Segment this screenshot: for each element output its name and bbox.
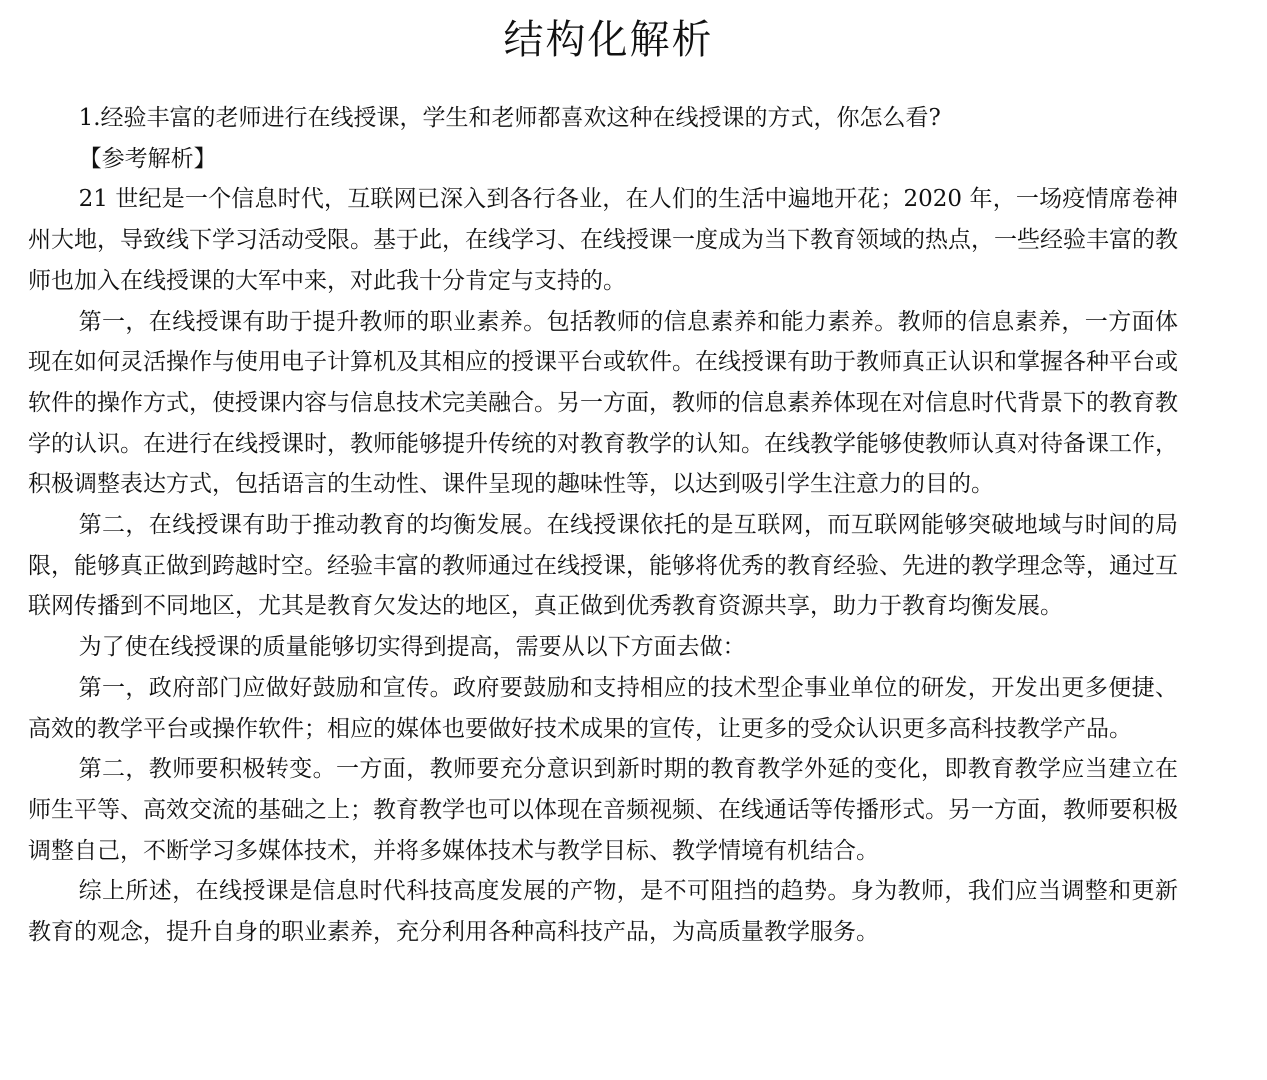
paragraph-measures-intro: 为了使在线授课的质量能够切实得到提高，需要从以下方面去做： [78, 634, 746, 661]
answer-label: 【参考解析】 [78, 145, 217, 172]
page-title: 结构化解析 [503, 17, 714, 63]
document-body [28, 98, 1178, 953]
paragraph-measure-1: 第一，政府部门应做好鼓励和宣传。政府要鼓励和支持相应的技术型企事业单位的研发，开发出更多便捷、高效的教学平台或操作软件；相应的媒体也要做好技术成果的宣传，让更多的受众认识更多高科技教学产品。 [28, 674, 1178, 742]
paragraph-point-2: 第二，在线授课有助于推动教育的均衡发展。在线授课依托的是互联网，而互联网能够突破地域与时间的局限，能够真正做到跨越时空。经验丰富的教师通过在线授课，能够将优秀的教育经验、先进的教学理念等，通过互联网传播到不同地区，尤其是教育欠发达的地区，真正做到优秀教育资源共享，助力于教育均衡发展。 [28, 512, 1178, 620]
paragraph-intro: 21 世纪是一个信息时代，互联网已深入到各行各业，在人们的生活中遍地开花；2020 年，一场疫情席卷神州大地，导致线下学习活动受限。基于此，在线学习、在线授课一度成为当下教育领域的热点，一些经验丰富的教师也加入在线授课的大军中来，对此我十分肯定与支持的。 [28, 186, 1178, 294]
question-text: 1.经验丰富的老师进行在线授课，学生和老师都喜欢这种在线授课的方式，你怎么看? [78, 105, 941, 131]
paragraph-point-1: 第一，在线授课有助于提升教师的职业素养。包括教师的信息素养和能力素养。教师的信息素养，一方面体现在如何灵活操作与使用电子计算机及其相应的授课平台或软件。在线授课有助于教师真正认识和掌握各种平台或软件的操作方式，使授课内容与信息技术完美融合。另一方面，教师的信息素养体现在对信息时代背景下的教育教学的认识。在进行在线授课时，教师能够提升传统的对教育教学的认知。在线教学能够使教师认真对待备课工作，积极调整表达方式，包括语言的生动性、课件呈现的趣味性等，以达到吸引学生注意力的目的。 [28, 308, 1178, 498]
paragraph-conclusion: 综上所述，在线授课是信息时代科技高度发展的产物，是不可阻挡的趋势。身为教师，我们应当调整和更新教育的观念，提升自身的职业素养，充分利用各种高科技产品，为高质量教学服务。 [28, 878, 1178, 946]
paragraph-measure-2: 第二，教师要积极转变。一方面，教师要充分意识到新时期的教育教学外延的变化，即教育教学应当建立在师生平等、高效交流的基础之上；教育教学也可以体现在音频视频、在线通话等传播形式。另一方面，教师要积极调整自己，不断学习多媒体技术，并将多媒体技术与教学目标、教学情境有机结合。 [28, 756, 1178, 864]
